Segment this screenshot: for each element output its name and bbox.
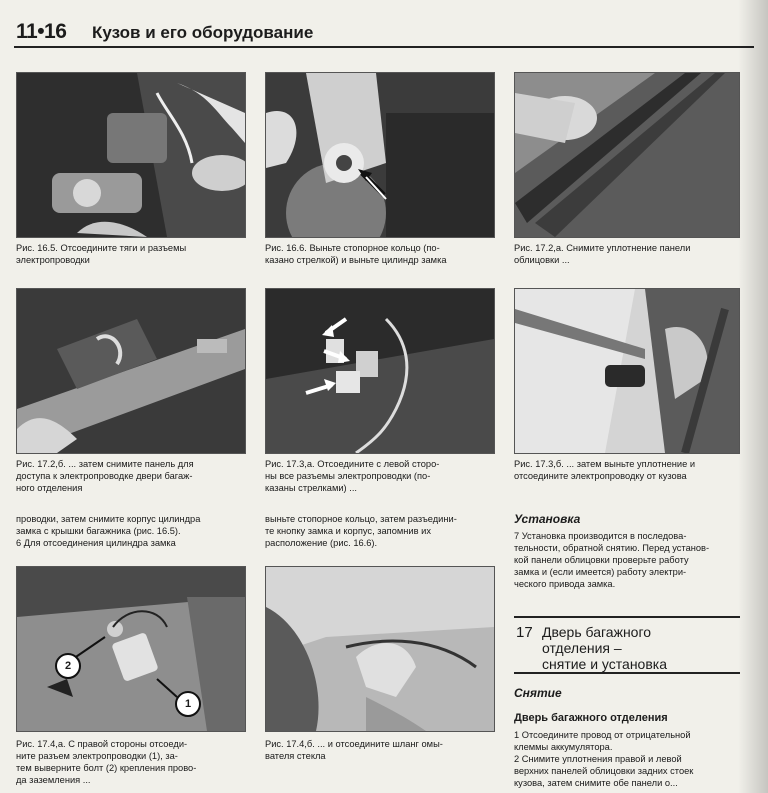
text-line: ческого привода замка. [514, 579, 616, 589]
page-header [14, 20, 754, 48]
photo-17-2a [514, 72, 740, 238]
door-heading: Дверь багажного отделения [514, 712, 668, 724]
seal-removal-icon [515, 289, 739, 453]
photo-17-3a [265, 288, 495, 454]
text-line: проводки, затем снимите корпус цилиндра [16, 514, 201, 524]
caption-line: казано стрелкой) и выньте цилиндр замка [265, 255, 447, 265]
photo-17-4a [16, 566, 246, 732]
caption-line: Рис. 16.6. Выньте стопорное кольцо (по- [265, 243, 440, 253]
caption-line: казаны стрелками) ... [265, 483, 357, 493]
caption-line: ните разъем электропроводки (1), за- [16, 751, 178, 761]
caption-line: Рис. 17.3,б. ... затем выньте уплотнение и [514, 459, 696, 469]
caption-line: Рис. 17.2,б. ... затем снимите панель для [16, 459, 194, 469]
caption-line: тем выверните болт (2) крепления прово- [16, 763, 197, 773]
text-line: те кнопку замка и корпус, запомнив их [265, 526, 431, 536]
caption-line: Рис. 16.5. Отсоедините тяги и разъемы [16, 243, 187, 253]
section-17-heading [514, 616, 740, 674]
caption-17-2a [514, 242, 746, 266]
text-line: верхних панелей облицовки задних стоек [514, 766, 694, 776]
photo-17-2b [16, 288, 246, 454]
section-title-line3: снятие и установка [542, 656, 667, 672]
callout-2: 2 [55, 653, 81, 679]
text-line: замка и (если имеется) работу электри- [514, 567, 687, 577]
removal-heading: Снятие [514, 686, 562, 700]
text-line: 1 Отсоедините провод от отрицательной [514, 730, 691, 740]
install-heading: Установка [514, 512, 581, 526]
caption-line: да заземления ... [16, 775, 91, 785]
caption-line: доступа к электропроводке двери багаж- [16, 471, 193, 481]
caption-17-3a [265, 458, 497, 494]
caption-line: электропроводки [16, 255, 90, 265]
text-line: клеммы аккумулятора. [514, 742, 613, 752]
tailgate-panel-icon [17, 289, 245, 453]
text-line: выньте стопорное кольцо, затем разъедини- [265, 514, 457, 524]
page-number: 11•16 [16, 20, 67, 43]
photo-16-6 [265, 72, 495, 238]
caption-line: вателя стекла [265, 751, 326, 761]
panel-seal-icon [515, 73, 739, 237]
caption-line: ны все разъемы электропроводки (по- [265, 471, 431, 481]
caption-line: Рис. 17.4,б. ... и отсоедините шланг омы- [265, 739, 443, 749]
scan-shadow [738, 0, 768, 793]
body-text-col2 [265, 513, 497, 549]
caption-line: Рис. 17.3,а. Отсоедините с левой сторо- [265, 459, 440, 469]
text-line: тельности, обратной снятию. Перед установ- [514, 543, 710, 553]
caption-16-6 [265, 242, 497, 266]
washer-hose-icon [266, 567, 494, 731]
caption-line: облицовки ... [514, 255, 570, 265]
text-line: 7 Установка производится в последова- [514, 531, 687, 541]
photo-17-3b [514, 288, 740, 454]
text-line: расположение (рис. 16.6). [265, 538, 378, 548]
caption-line: ного отделения [16, 483, 83, 493]
text-line: замка с крышки багажника (рис. 16.5). [16, 526, 181, 536]
caption-16-5 [16, 242, 248, 266]
removal-text [514, 729, 746, 789]
right-connector-icon [17, 567, 245, 731]
photo-17-4b [265, 566, 495, 732]
lock-cylinder-icon [266, 73, 494, 237]
text-line: 6 Для отсоединения цилиндра замка [16, 538, 176, 548]
caption-line: отсоедините электропроводку от кузова [514, 471, 687, 481]
lock-rods-icon [17, 73, 245, 237]
install-text [514, 530, 746, 590]
caption-17-4a [16, 738, 248, 786]
text-line: кой панели облицовки проверьте работу [514, 555, 689, 565]
caption-line: Рис. 17.4,а. С правой стороны отсоеди- [16, 739, 188, 749]
photo-16-5 [16, 72, 246, 238]
caption-17-4b [265, 738, 497, 762]
caption-17-2b [16, 458, 248, 494]
section-number: 17 [516, 624, 533, 641]
body-text-col1 [16, 513, 248, 549]
caption-line: Рис. 17.2,а. Снимите уплотнение панели [514, 243, 691, 253]
section-title-line2: отделения – [542, 640, 622, 656]
chapter-title: Кузов и его оборудование [92, 23, 314, 42]
caption-17-3b [514, 458, 746, 482]
connectors-icon [266, 289, 494, 453]
text-line: 2 Снимите уплотнения правой и левой [514, 754, 682, 764]
callout-1: 1 [175, 691, 201, 717]
section-title-line1: Дверь багажного [542, 624, 652, 640]
text-line: кузова, затем снимите обе панели о... [514, 778, 678, 788]
